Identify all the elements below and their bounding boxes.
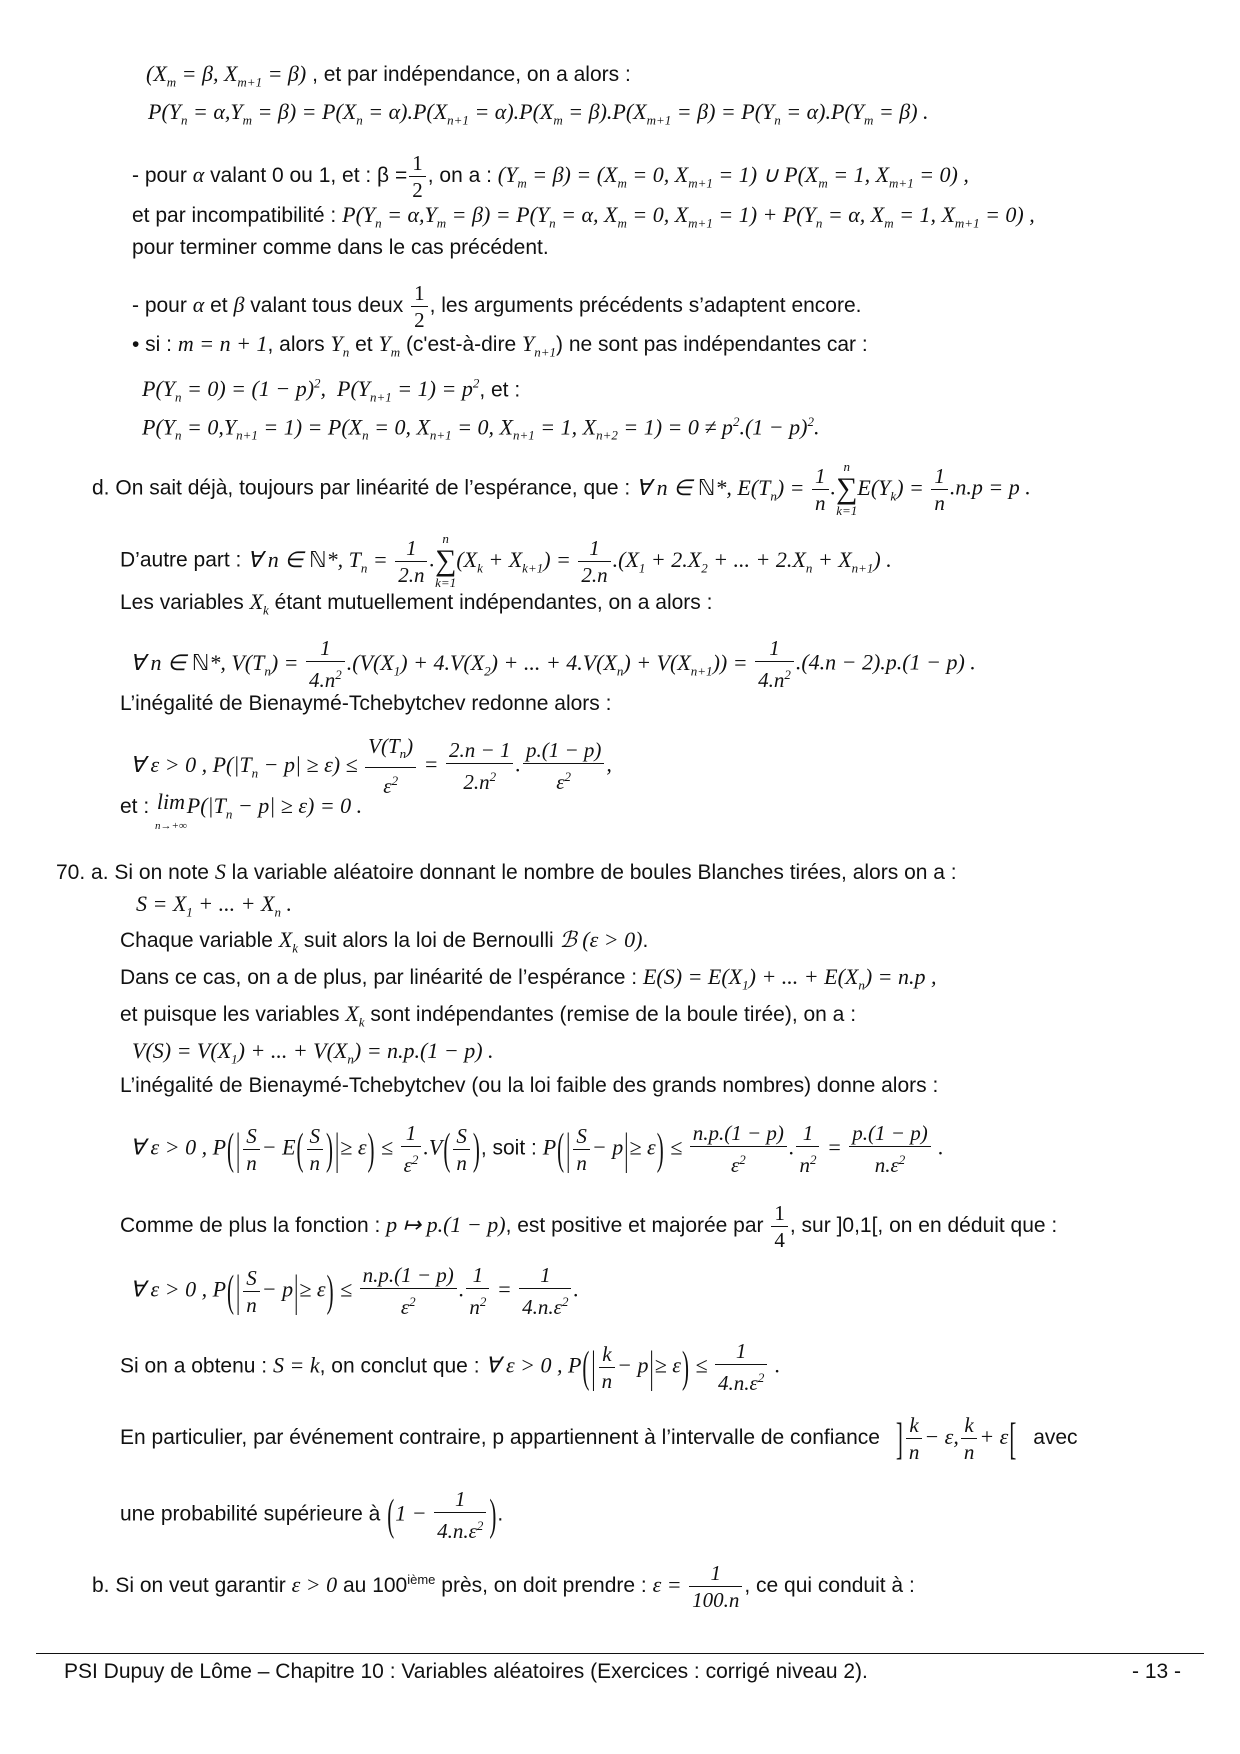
text: , et par indépendance, on a alors : xyxy=(312,63,631,86)
ex70-line-9: Comme de plus la fonction : p ↦ p.(1 − p), est positive et majorée par $\frac{1}{4}$ , sur ]0,1[, on en déduit que : xyxy=(120,1201,1058,1252)
part-d-line-5: L’inégalité de Bienaymé-Tchebytchev redonne alors : xyxy=(120,692,612,715)
footer-rule xyxy=(36,1653,1204,1654)
part-b-line: b. Si on veut garantir ε > 0 au 100ième près, on doit prendre : ε = $\frac{1}{100.n}$ , ce qui conduit à : xyxy=(92,1561,915,1612)
part-d-line-1: d. On sait déjà, toujours par linéarité de l’espérance, que : ∀ n ∈ ℕ*, $E(T_n)$ = $\frac{1}{n}$ . n ∑ k=1 $E(Y_k)$ = $\frac{1}{n}$ .n.p = p . xyxy=(92,459,1031,518)
intro-line-1 xyxy=(146,60,631,96)
part-d-line-7: et : lim $n\to+\infty P(|T_n - p| \ge \varepsilon) = 0$ . xyxy=(120,789,363,832)
ex70-line-4: Dans ce cas, on a de plus, par linéarité de l’espérance : $E(S) = E(X_1)$ + ... + $E(X_n) = n.p$ , xyxy=(120,964,937,993)
ex70-line-2: $S = X_1$ + ... + $X_n$ . xyxy=(136,891,292,920)
part-d-line-2: D’autre part : ∀ n ∈ ℕ*, $T_n$ = $\frac{1}{2.n}$ . n ∑ k=1 $(X_k + X_{k+1})$ = $\frac{1}{2.n}$ $.(X_1 + 2.X_2$ + ... + $2.X_n + X_{n+1}$) . xyxy=(120,531,892,590)
page-number: - 13 - xyxy=(1132,1660,1182,1683)
intro-line-2: $P(Y_n = \alpha,Y_m = \beta) = P(X_n = \alpha).P(X_{n+1} = \alpha).P(X_m = \beta).P(X_{m+1} = \beta) = P(Y_n = \alpha).P(Y_m = \beta)$ . xyxy=(148,99,929,128)
footer-title: PSI Dupuy de Lôme – Chapitre 10 : Variables aléatoires (Exercices : corrigé niveau 2). xyxy=(64,1660,868,1683)
ex70-line-1: 70. a. Si on note S la variable aléatoire donnant le nombre de boules Blanches tirées, alors on a : xyxy=(56,859,957,884)
intro-line-5: pour terminer comme dans le cas précédent. xyxy=(132,236,549,259)
formula: ($X_m = \beta$, $X_{m+1} = \beta$) xyxy=(146,61,307,90)
ex70-line-11: Si on a obtenu : S = k, on conclut que : ∀ ε > 0 , P(| $\frac{k}{n}$ − p|≥ ε) ≤ $\frac{1}{4.n.\varepsilon^2}$ . xyxy=(120,1339,781,1395)
ex70-line-8: ∀ ε > 0 , P(| $\frac{S}{n}$ − E( $\frac{S}{n}$ )|≥ ε) ≤ $\frac{1}{\varepsilon^2}$ .V( $\frac{S}{n}$ ), soit : P(| $\frac{S}{n}$ − p|≥ ε) ≤ $\frac{n.p.(1 - p)}{\varepsilon^2}$ . $\frac{1}{n^2}$ = $\frac{p.(1 - p)}{n.\varepsilon^2}$ . xyxy=(130,1121,944,1177)
ex70-line-10: ∀ ε > 0 , P(| $\frac{S}{n}$ − p|≥ ε) ≤ $\frac{n.p.(1 - p)}{\varepsilon^2}$ . $\frac{1}{n^2}$ = $\frac{1}{4.n.\varepsilon^2}$ . xyxy=(130,1263,579,1319)
part-d-line-6: ∀ ε > 0 , $P(|T_n - p| \ge \varepsilon)$ ≤ $\frac{V(T_n)}{\varepsilon^2}$ = $\frac{2.n - 1}{2.n^2}$ . $\frac{p.(1 - p)}{\varepsilon^2}$ , xyxy=(130,734,612,799)
intro-line-3: - pour α valant 0 ou 1, et : β = $\frac{1}{2}$ , on a : $(Y_m = \beta) = (X_m = 0$, $X_{m+1} = 1$) ∪ $P(X_m = 1$, $X_{m+1} = 0$) , xyxy=(132,151,969,202)
intro-line-4: et par incompatibilité : $P(Y_n = \alpha,Y_m = \beta) = P(Y_n = \alpha$, $X_m = 0$, $X_{m+1} = 1) + P(Y_n = \alpha$, $X_m = 1$, $X_{m+1} = 0$) , xyxy=(132,202,1035,231)
ex70-line-5: et puisque les variables $X_k$ sont indépendantes (remise de la boule tirée), on a : xyxy=(120,1001,857,1030)
intro-line-7: • si : m = n + 1, alors $Y_n$ et $Y_m$ (c'est-à-dire $Y_{n+1}$) ne sont pas indépendantes car : xyxy=(132,331,868,360)
part-d-line-4: ∀ n ∈ ℕ*, $V(T_n)$ = $\frac{1}{4.n^2}$ $.(V(X_1) + 4.V(X_2)$ + ... + $4.V(X_n) + V(X_{n+1})$) = $\frac{1}{4.n^2}$ .(4.n − 2).p.(1 − p) . xyxy=(130,636,976,692)
part-d-line-3: Les variables $X_k$ étant mutuellement indépendantes, on a alors : xyxy=(120,589,713,618)
ex70-line-3: Chaque variable $X_k$ suit alors la loi de Bernoulli ℬ (ε > 0). xyxy=(120,927,649,956)
ex70-line-6: $V(S) = V(X_1)$ + ... + $V(X_n) = n.p.(1 - p)$ . xyxy=(132,1038,494,1067)
ex70-line-12: En particulier, par événement contraire, p appartiennent à l’intervalle de confiance ] $\frac{k}{n}$ − ε, $\frac{k}{n}$ + ε[ avec xyxy=(120,1413,1078,1464)
intro-line-8: $P(Y_n = 0) = (1 - p)^2$, $P(Y_{n+1} = 1) = p^2$, et : xyxy=(142,376,521,405)
ex70-line-7: L’inégalité de Bienaymé-Tchebytchev (ou la loi faible des grands nombres) donne alors : xyxy=(120,1074,939,1097)
intro-line-9: $P(Y_n = 0,Y_{n+1} = 1) = P(X_n = 0$, $X_{n+1} = 0$, $X_{n+1} = 1$, $X_{n+2} = 1) = 0 \ne p^2.(1 - p)^2$. xyxy=(142,414,820,443)
ex70-line-13: une probabilité supérieure à (1 − $\frac{1}{4.n.\varepsilon^2}$ ). xyxy=(120,1487,504,1543)
intro-line-6: - pour α et β valant tous deux $\frac{1}{2}$ , les arguments précédents s’adaptent encore. xyxy=(132,281,862,332)
